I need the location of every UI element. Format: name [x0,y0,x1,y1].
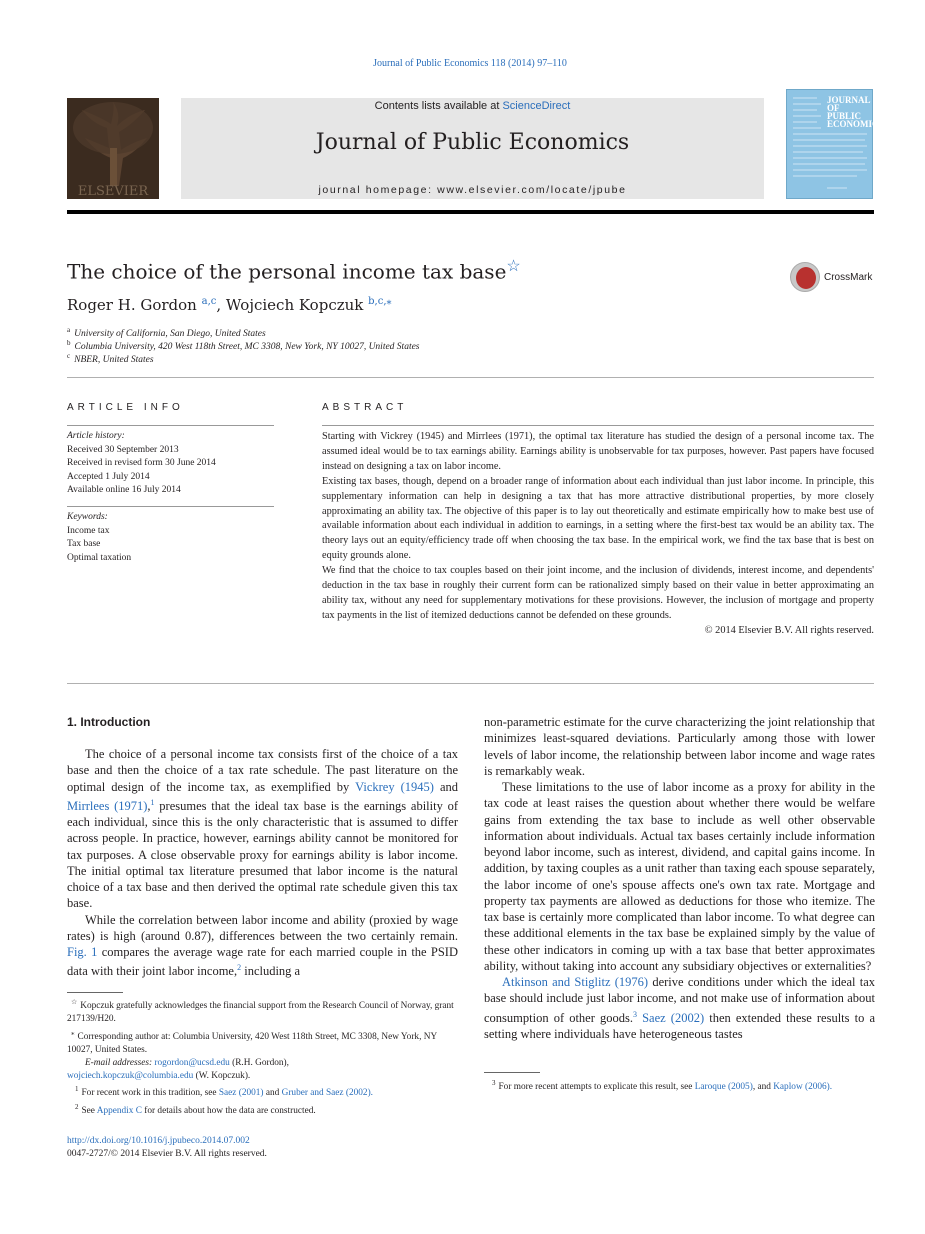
divider [67,506,274,507]
journal-homepage: journal homepage: www.elsevier.com/locate/jpube [318,184,627,196]
footnote-emails: E-mail addresses: rogordon@ucsd.edu (R.H. Gordon), wojciech.kopczuk@columbia.edu (W. Kopczuk). [67,1058,289,1082]
sciencedirect-link[interactable]: ScienceDirect [502,100,571,112]
affiliation-text: University of California, San Diego, United States [74,329,266,340]
history-item: Available online 16 July 2014 [67,485,181,495]
citation-link[interactable]: Vickrey (1945) [355,779,434,794]
footnote-ref[interactable]: 2 [237,963,242,973]
crossmark-badge[interactable] [790,262,880,294]
citation-link[interactable]: Atkinson and Stiglitz (1976) [502,975,649,989]
abstract-body [322,430,874,639]
footnote-rule [67,992,123,993]
author-affiliation-marks[interactable]: a,c [201,296,217,307]
footnote: $^2$ See Appendix C for details about how the data are constructed. [75,1102,316,1116]
affiliation [67,326,266,339]
left-column [67,746,458,980]
journal-reference-link[interactable]: Journal of Public Economics 118 (2014) 97–110 [373,58,567,69]
affiliation [67,352,154,365]
affiliation-text: Columbia University, 420 West 118th Street, MC 3308, New York, NY 10027, United States [74,342,420,353]
footnote-ref[interactable]: 3 [633,1009,637,1019]
body-paragraph: non-parametric estimate for the curve characterizing the joint relationship that minimizes least-squared deviations. Particularly among those with lower levels of labor income, the relationship between labor income and wage rates is remarkably weak. [484,715,875,778]
footnote: ⁎ Corresponding author at: Columbia University, 420 West 118th Street, MC 3308, New York, NY 10027, United States. [67,1028,437,1055]
doi-link[interactable]: http://dx.doi.org/10.1016/j.jpubeco.2014.07.002 [67,1136,250,1146]
keyword: Optimal taxation [67,552,132,563]
author-list [67,296,392,314]
history-item: Received 30 September 2013 [67,444,179,455]
journal-cover-thumbnail [786,89,884,199]
affiliation-mark: b [67,339,71,347]
crossmark-label: CrossMark [824,272,873,283]
affiliation-text: NBER, United States [74,355,154,366]
keyword: Tax base [67,539,101,549]
divider [67,377,874,378]
author-name: Roger H. Gordon [67,296,202,314]
citation-link[interactable]: Saez (2001) [218,1088,264,1099]
abstract-heading: ABSTRACT [322,402,408,413]
footnotes-right [484,1077,875,1094]
cover-title: JOURNAL OF PUBLIC ECONOMICS [827,95,884,129]
journal-banner [181,98,764,199]
appendix-link[interactable]: Appendix C [96,1105,142,1116]
article-title-text: The choice of the personal income tax base [67,259,507,284]
footnote-ref[interactable]: 1 [150,797,155,807]
footnote: $^1$ For recent work in this tradition, see Saez (2001) and Gruber and Saez (2002). [75,1085,373,1099]
article-history [67,430,274,498]
history-item: Received in revised form 30 June 2014 [67,458,216,468]
citation-link[interactable]: Laroque (2005) [694,1082,753,1093]
affiliation-mark: c [67,352,71,360]
journal-title: Journal of Public Economics [315,130,630,155]
title-footnote-star[interactable]: ☆ [506,256,521,275]
keyword: Income tax [67,525,110,536]
footnote-rule [484,1072,540,1073]
email-link[interactable]: wojciech.kopczuk@columbia.edu [67,1071,194,1082]
citation-link[interactable]: Saez (2002) [642,1010,705,1025]
keywords [67,511,274,565]
history-label: Article history: [67,431,125,441]
contents-prefix: Contents lists available at [374,100,503,112]
abstract-paragraph: Starting with Vickrey (1945) and Mirrlees (1971), the optimal tax literature has studied the design of a personal income tax. The assumed ideal would be to tax earnings ability. Earnings ability is unobservable for tax purposes, however. Past papers have focused instead on designing a tax on labor income. [322,431,874,472]
divider [67,425,274,426]
body-paragraph: The choice of a personal income tax consists first of the choice of a tax base and then the choice of a tax rate schedule. The past literature on the optimal design of the income tax, as exemplified by Vickrey (1945) and Mirrlees (1971),$^1$ presumes that the ideal tax base is the earnings ability of each individual, since this is the only characteristic that is assumed to differ across people. In practice, however, earnings ability cannot be monitored for tax purposes. A close observable proxy for earnings ability is labor income. The initial optimal tax literature presumed that labor income is the natural choice of a tax base and then derived the optimal rate schedule given this tax base. [67,747,459,911]
article-title [67,256,521,284]
crossmark-icon [790,262,820,292]
issn-copyright: 0047-2727/© 2014 Elsevier B.V. All rights reserved. [67,1149,267,1159]
abstract-paragraph: Existing tax bases, though, depend on a broader range of information about each individual than just labor income. In principle, this supplementary information can help in designing a tax that has more attractive distributional properties, by more closely approximating an ability tax. The objective of this paper is to lay out theoretically and estimate empirically how to make best use of available information about each individual in addition to earnings, in a setting where the first-best tax would be an ability tax. The theory lays out an equity/efficiency trade off when choosing the tax base. In the empirical work, we find the tax base that is best on equity grounds alone. [322,475,874,562]
citation-link[interactable]: Kaplow (2006). [773,1082,833,1093]
section-heading-introduction: 1. Introduction [67,715,151,729]
body-paragraph: While the correlation between labor income and ability (proxied by wage rates) is high (around 0.87), differences between the two certainly remain. Fig. 1 compares the average wage rate for each married couple in the PSID data with their joint labor income,$^2$ including a [67,912,458,979]
affiliation-mark: a [67,326,71,334]
header-rule [67,210,874,214]
right-column [484,714,875,1042]
abstract-copyright: © 2014 Elsevier B.V. All rights reserved. [704,624,874,636]
affiliation [67,339,420,352]
article-meta [67,1135,267,1161]
contents-line [181,100,764,112]
abstract-paragraph: We find that the choice to tax couples based on their joint income, and the inclusion of dividends, interest income, and dependents' deduction in the tax base in roughly their current form can be rationalized simply based on their value in better approximating an ability tax, without any need for supplementary motivations for these provisions. However, the inclusion of mortgage and property tax payments in the list of itemized deductions cannot be defended on these grounds. [322,565,874,621]
author-affiliation-marks[interactable]: b,c,⁎ [368,296,392,307]
author-name: , Wojciech Kopczuk [216,296,369,314]
footnote: $^3$ For more recent attempts to explicate this result, see Laroque (2005), and Kaplow (2006). [492,1079,833,1093]
history-item: Accepted 1 July 2014 [67,471,150,482]
elsevier-wordmark: ELSEVIER [77,184,149,199]
elsevier-logo [67,98,159,199]
divider [322,425,874,426]
figure-link[interactable]: Fig. 1 [67,945,98,960]
citation-link[interactable]: Gruber and Saez (2002). [281,1088,373,1099]
footnote: ☆ Kopczuk gratefully acknowledges the financial support from the Research Council of Norway, grant 217139/H20. [67,998,454,1025]
keywords-label: Keywords: [67,512,108,522]
body-paragraph: Atkinson and Stiglitz (1976) derive conditions under which the ideal tax base should include just labor income, and not make use of information about consumption of other goods.$^3$ Saez (2002) then extended these results to a setting where individuals have heterogeneous tastes [484,975,876,1041]
citation-link[interactable]: Mirrlees (1971) [67,798,148,813]
divider [67,683,874,684]
article-info-heading: ARTICLE INFO [67,402,184,413]
email-link[interactable]: rogordon@ucsd.edu [154,1058,230,1068]
footnotes-left [67,996,458,1118]
body-paragraph: These limitations to the use of labor income as a proxy for ability in the tax code at least raises the question about whether there would be welfare gains from extending the tax base to include as well other observable information about individuals. Actual tax bases certainly include information beyond labor income, such as interest, dividend, and capital gains income. In addition, by taxing couples as a unit rather than taxing each spouse separately, the labor income of one's spouse affects one's own tax rate. Mortgage and property tax payments are allowed as deductions for those who itemize. The tax base is certainly more complicated than labor income. To what degree can these additional elements in the tax base be explained simply by the value of these other indicators in coming up with a tax base that better approximates ability, without taking into account any subsidiary objectives or externalities? [484,780,875,973]
